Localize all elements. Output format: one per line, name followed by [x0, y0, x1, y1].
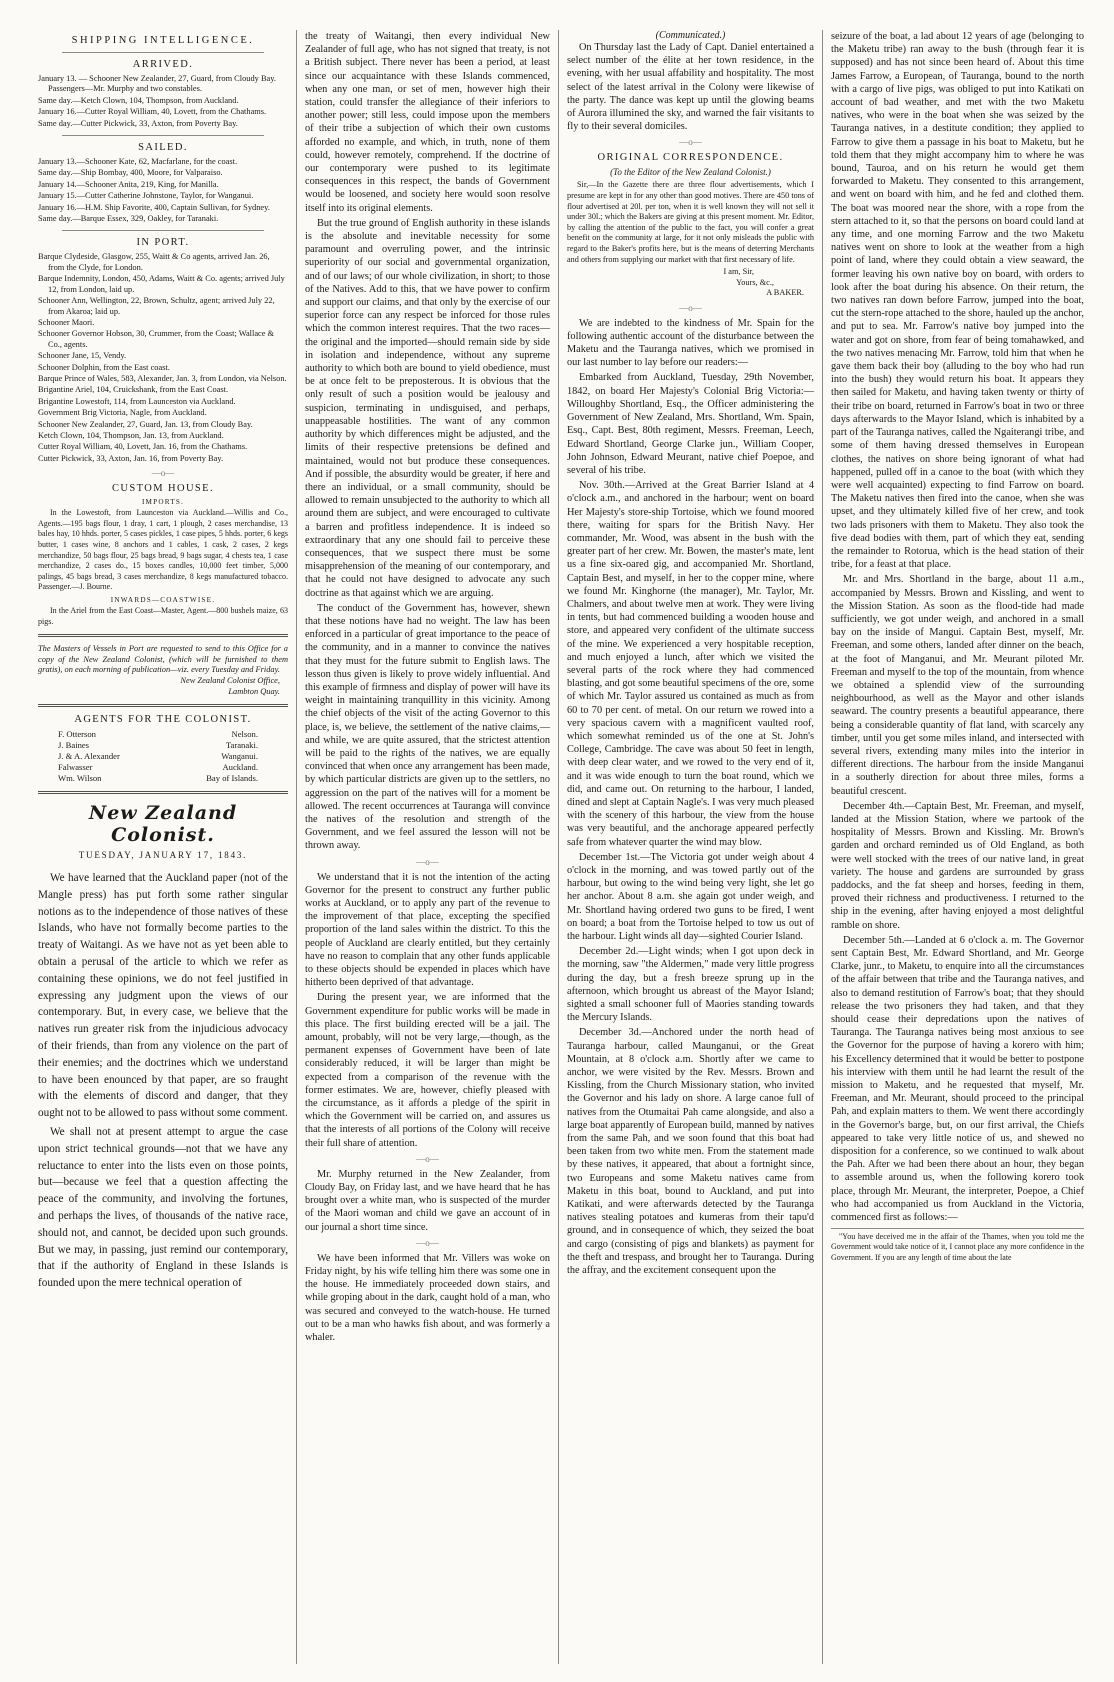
correspondence-heading: ORIGINAL CORRESPONDENCE. [597, 152, 784, 164]
shipping-heading: SHIPPING INTELLIGENCE. [71, 35, 255, 46]
agent-row [58, 751, 288, 762]
agent-place: Taranaki. [225, 740, 258, 751]
letter-signoff: I am, Sir, [723, 267, 754, 277]
arrived-list [38, 74, 288, 129]
communicated-label: (Communicated.) [655, 30, 726, 41]
agent-name: Wm. Wilson [58, 773, 102, 784]
list-item: Barque Prince of Wales, 583, Alexander, Jan. 3, from London, via Nelson. [38, 373, 287, 383]
paragraph: the treaty of Waitangi, then every individual New Zealander of full age, who has not signed that treaty, is not a British subject. There never has been a period, at least since our acquaintance with these Islands commenced, when any one man, or set of men, however high their station, could transfer the allegiance of their inferiors to another power; still less, could impose upon the members of their tribe a subjection of which their own customs afforded no example, and which, in truth, none of them could, however remotely, comprehend. If the doctrine of our contemporary were pushed to its legitimate consequences in this respect, the bands of Government would be loosened, and society here would soon resolve itself into its original elements. [305, 31, 550, 214]
list-item: Barque Clydeside, Glasgow, 255, Waitt & Co agents, arrived Jan. 26, from the Clyde, for London. [38, 252, 270, 272]
inwards-text: In the Ariel from the East Coast—Master, Agent.—800 bushels maize, 63 pigs. [38, 605, 288, 626]
ornament-divider: —o— [679, 302, 702, 313]
ornament-divider: —o— [416, 856, 439, 867]
paragraph: We understand that it is not the intention of the acting Governor for the present to construct any further public works at Auckland, or to apply any part of the revenue to the improvement of that place, excepting the specified proportion of the land sales within the district. To this the people of Auckland are clearly entitled, but they certainly have no reason to complain that any other funds applicable to these objects should be expended in places which have hitherto been deprived of that advantage. [305, 871, 550, 989]
list-item: January 16.—Cutter Royal William, 40, Lovett, from the Chathams. [38, 107, 267, 117]
office-line-2: Lambton Quay. [228, 686, 280, 696]
letter-signoff: Yours, &c., [736, 277, 774, 287]
list-item: Schooner Governor Hobson, 30, Crummer, from the Coast; Wallace & Co., agents. [38, 329, 275, 349]
ornament-divider: —o— [416, 1237, 439, 1248]
agent-row [58, 762, 288, 773]
letter-text: Sir,—In the Gazette there are three flour advertisements, which I presume are kept in for any other than good motives. There are 450 tons of flour advertised at 20l. per ton, when it is well known they will not sell it under 30l.; which the Bakers are giving at this present moment. Mr. Editor, by calling the attention of the public to the fact, you will confer a great benefit on the community at large, for it not only misleads the public with regard to the Baker's profits here, but is the means of deterring Merchants and others from supplying our market with that first necessary of life. [567, 180, 814, 264]
double-rule [38, 791, 288, 794]
double-rule [38, 634, 288, 637]
agent-name: J. & A. Alexander [58, 751, 120, 762]
divider [62, 52, 264, 53]
agent-row [58, 773, 288, 784]
ornament-divider: —o— [416, 1153, 439, 1164]
divider [62, 230, 264, 231]
paragraph: We are indebted to the kindness of Mr. Spain for the following authentic account of the disturbance between the Maketu and the Tauranga natives, which we promised in our last number to lay before our readers:— [567, 317, 814, 369]
paragraph: The conduct of the Government has, however, shewn that these notions have had no weight. The law has been enforced in a particular of great importance to the peace of the community, and in a manner to convince the natives that they must for the future submit to English laws. The lesson thus given is likely to prove widely influential. And this example of firmness and display of power will have its weight in maintaining tranquillity in this vicinity. Among the chief objects of the visit of the acting Governor to this place, is, we believe, the settlement of the native claims,—and while, we are quite assured, that the strictest attention will be paid to the rights of the natives, we are equally convinced that when once any arrangement has been made, by which particular districts are given up to the settlers, no aggression on the part of the natives will for a moment be allowed. The recent occurrences at Tauranga will convince the natives of the resolution and strength of the Government, and we feel assured the lesson will not be thrown away. [305, 602, 550, 852]
agent-name: Falwasser [58, 762, 93, 773]
list-item: Schooner Dolphin, from the East coast. [38, 362, 170, 372]
list-item: January 14.—Schooner Anita, 219, King, for Manilla. [38, 179, 219, 189]
paragraph: December 4th.—Captain Best, Mr. Freeman, and myself, landed at the Mission Station, where we partook of the hospitality of Messrs. Brown and Kissling. Mr. Brown's garden and orchard reminded us of Old England, as both were well stocked with the trees of our native land, in great variety. The house and gardens are surrounded by grass paddocks, and the fat sheep and horses, feeding in them, proved their richness and productiveness. I returned to the ship in the evening, after having enjoyed a most delightful ramble on shore. [831, 800, 1084, 931]
list-item: January 15.—Cutter Catherine Johnstone, Taylor, for Wanganui. [38, 191, 254, 201]
office-line-1: New Zealand Colonist Office, [180, 675, 280, 685]
column-3 [558, 30, 822, 1664]
agent-name: F. Otterson [58, 729, 96, 740]
list-item: Brigantine Lowestoft, 114, from Launceston via Auckland. [38, 396, 236, 406]
in-port-list [38, 252, 288, 464]
list-item: Schooner New Zealander, 27, Guard, Jan. 13, from Cloudy Bay. [38, 419, 253, 429]
paragraph: We have been informed that Mr. Villers was woke on Friday night, by his wife telling him there was some one in the house. He immediately proceeded down stairs, and while groping about in the dark, caught hold of a man, who was secured and conveyed to the watch-house. He turned out to be a man who hawks fish about, and was formerly a whaler. [305, 1252, 550, 1344]
list-item: Same day.—Cutter Pickwick, 33, Axton, from Poverty Bay. [38, 118, 238, 128]
paragraph: Mr. and Mrs. Shortland in the barge, about 11 a.m., accompanied by Messrs. Brown and Kissling, and went to the Mission Station. As soon as the flood-tide had made sufficiently, we got under weigh, and anchored in a small bay on the inside of Mangui. Captain Best, myself, Mr. Freeman, and some others, landed after dinner on the beach, at the foot of Manganui, and Mr. Meurant piloted Mr. Freeman and myself to the top of the mountain, from whence we obtained a splendid view of the surrounding neighbourhood, as well as the Mayor and other islands seaward. The country presents a beautiful appearance, there being a considerable quantity of flat land, with scarcely any timber, until you get some miles inland, and intersected with several rivers, extending many miles into the interior in different directions. The harbour from the inside Manganui in a southerly direction for about three miles, forms a beautiful crescent. [831, 574, 1084, 797]
column-2 [296, 30, 558, 1664]
list-item: January 13.—Schooner Kate, 62, Macfarlane, for the coast. [38, 157, 238, 167]
sailed-heading: SAILED. [138, 142, 188, 154]
list-item: Schooner Maori. [38, 317, 95, 327]
list-item: Same day.—Barque Essex, 329, Oakley, for Taranaki. [38, 214, 219, 224]
inwards-subheading: INWARDS—COASTWISE. [110, 595, 216, 604]
paragraph: December 3d.—Anchored under the north head of Tauranga harbour, called Maunganui, or the Great Mountain, at 8 o'clock a.m. Shortly after we came to anchor, we were visited by the Rev. Messrs. Brown and Kissling, from the Church Missionary station, who invited the Governor and his lady on shore. A large canoe full of natives from the Otumaitai Pah came alongside, and also a large boat apparently of European build, manned by natives from the same Pah, and we soon found that this boat had been taken from two white men. From the statement made by these natives, it appeared, that about a fortnight since, two Europeans and some Maketu natives came from Maketu in this boat, bound to Auckland, and put into Katikati, and were afterwards detected by the Tauranga natives stealing potatoes and kumeras from their tapu'd ground, and in consequence of which, they seized the boat and cargo (consisting of pigs and blankets) as payment for the theft and trespass, and brought her to Tauranga. During the affray, and the excitement consequent upon the [567, 1027, 814, 1277]
custom-house-heading: CUSTOM HOUSE. [111, 483, 215, 495]
agent-place: Auckland. [222, 762, 258, 773]
agent-place: Wanganui. [221, 751, 258, 762]
paragraph: During the present year, we are informed that the Government expenditure for public works will be made in this place. The first building erected will be a jail. The amount, probably, will not be very large,—though, as the permanent expenses of Government have been of late considerably reduced, it will be larger than might be expected from a comparison of the revenue with the former estimates. We are, however, chiefly pleased with the circumstance, as it affords a pledge of the spirit in which the Government will be carried on, and assures us that the interests of all portions of the Colony will receive their full share of attention. [305, 992, 550, 1149]
list-item: Schooner Ann, Wellington, 22, Brown, Schultz, agent; arrived July 22, from Akaroa; laid up. [38, 296, 275, 316]
divider [62, 135, 264, 136]
paragraph: On Thursday last the Lady of Capt. Daniel entertained a select number of the élite at her town residence, in the evening, with her usual affability and hospitality. The most select of the latest arrival in the Colony were likewise of the party. The dance was kept up until the glowing beams of Aurora illumined the sky, and warned the fair visitants to fly to their several domiciles. [567, 42, 814, 133]
in-port-heading: IN PORT. [136, 237, 190, 249]
paragraph: December 1st.—The Victoria got under weigh about 4 o'clock in the morning, and was towed partly out of the harbour, but owing to the wind being very light, she let go her anchor. About 8 a.m. she again got under weigh, and Mr. Shortland having ordered two guns to be fired, I went on board; a boat from the Tortoise helped to tow us out of the harbour. Light winds all day—sighted Courier Island. [567, 851, 814, 943]
paragraph: Mr. Murphy returned in the New Zealander, from Cloudy Bay, on Friday last, and we have heard that he has brought over a white man, who is suspected of the murder of the Maori woman and child we gave an account of in our journal a short time since. [305, 1168, 550, 1233]
agent-place: Bay of Islands. [206, 773, 258, 784]
paragraph: Nov. 30th.—Arrived at the Great Barrier Island at 4 o'clock a.m., and anchored in the harbour; went on board Her Majesty's store-ship Tortoise, which we found moored there, waiting for spars for the British Navy. Her commander, Mr. Wood, was absent in the bush with the greater part of her crew. Mr. Bowen, the master's mate, lent us a fine six-oared gig, and accompanied Mr. Shortland, Captain Best, and myself, in her to the copper mine, where we found Mr. Kinghorne (the manager), Mr. Taylor, Mr. Chalmers, and about twelve men at work. They were living in tents, but had commenced building a wooden house and store, and appeared very confident of the ultimate success of the mine. We experienced a very hospitable reception, and much enjoyed a lunch, after which we visited the several parts of the rock where they had commenced blasting, and got some beautiful specimens of the ore, some of which Mr. Taylor assured us contained as much as from 60 to 70 per cent. of metal. On our return we rowed into a very spacious cavern with a magnificent vaulted roof, which somewhat reminded us of the one at St. John's College, Cambridge. The cave was about 50 feet in length, with deep clear water, and we rowed to the very end of it, and it was wide enough to turn the boat round, which we did, and came out. On returning to the harbour, I landed, dined and slept at Captain Nagle's. I was very much pleased with the scenery of this harbour, the view from the house was very beautiful, and the anchorage appeared perfectly safe from whatever quarter the wind may blow. [567, 480, 814, 848]
editorial-part-1 [38, 870, 288, 1292]
agent-place: Nelson. [231, 729, 258, 740]
paragraph: seizure of the boat, a lad about 12 years of age (belonging to the Maketu tribe) ran away to the bush (through fear it is supposed) and has not since been heard of. About this time James Farrow, a European, of Tauranga, bound to the north with a cargo of live pigs, was obliged to put into Katikati on account of bad weather, and met with the two Maketu natives, who were in the boat when she was seized by the Tauranga natives, in a destitute condition; they applied to Farrow to give them a passage in his boat to Maketu, but he told them that they might accompany him to where he was bound, Tauroa, and on his return he would get them forwarded to Maketu. They consented to this arrangement, and went on board with him, and he fed and clothed them. The boat was moored near the shore, with a rope from the stern attached to it, so that the persons on board could land at any time, and one morning Farrow and the two Maketu natives went on shore to look at the weather from a high point of land, where they could obtain a view seaward, the former leaving his own native boy on board, with orders to look after the boat during his absence. On their return, the two natives ran down before Farrow, jumped into the boat, cut the stern-rope attached to the shore, hauled up the anchor, and put to sea. Mr. Farrow's native boy jumped into the water and got on shore, from fear of being tomahawked, and the two natives menacing Mr. Farrow, told him that when he gave them back their boy (alluding to the boy who had run into the bush) they would return his boat. It appears they then sailed for Maketu, and having taken twenty or thirty of their tribe on board, returned in Farrow's boat in two or three days afterwards to the Mayor Island, which is inhabited by a part of the Tauranga natives, called the Ngaiterangi tribe, and some of them having dressed themselves in European clothes, the natives on shore being ignorant of what had happened, pulled off in a canoe to the boat (with which they were well acquainted) expecting to find Farrow on board. The Maketu natives then fired into the canoe, when she was upset, and they ultimately killed five of her crew, and took two lads prisoners with them to Maketu. They also took the five dead bodies with them, part of which they eat, sending the remainder to Rotorua, which is the head station of their tribe, for a feast at that place. [831, 31, 1084, 571]
sailed-list [38, 157, 288, 224]
ornament-divider: —o— [679, 137, 702, 148]
agents-table [38, 729, 288, 784]
column-1 [30, 30, 296, 1664]
paragraph: We shall not at present attempt to argue the case upon strict technical grounds—not that we have any reluctance to enter into the lists even on those points, but—because we feel that a question affecting the peace of the community, and involving the fortunes, and perhaps the lives, of thousands of the native race, should not, and cannot, be decided upon such grounds. But we may, in passing, just remind our contemporary, that if the authority of England in these Islands is founded upon the mere technical operation of [38, 1126, 288, 1290]
list-item: Brigantine Ariel, 104, Cruickshank, from the East Coast. [38, 385, 229, 395]
list-item: Schooner Jane, 15, Vendy. [38, 351, 127, 361]
list-item: Barque Indemnity, London, 450, Adams, Waitt & Co. agents; arrived July 12, from London, laid up. [38, 274, 285, 294]
imports-subheading: IMPORTS. [141, 498, 185, 507]
list-item: Cutter Royal William, 40, Lovett, Jan. 16, from the Chathams. [38, 442, 248, 452]
issue-date: TUESDAY, JANUARY 17, 1843. [78, 850, 248, 861]
agents-heading: AGENTS FOR THE COLONIST. [74, 714, 252, 726]
quote-footnote: "You have deceived me in the affair of the Thames, when you told me the Government would take notice of it, I cannot place any more confidence in the Government. If you are any length of time about the late [831, 1228, 1084, 1263]
column-4 [822, 30, 1092, 1664]
paragraph: Embarked from Auckland, Tuesday, 29th November, 1842, on board Her Majesty's Colonial Brig Victoria:—Willoughby Shortland, Esq., the Officer administering the Government of New Zealand, Mrs. Shortland, Wm. Spain, Esq., Capt. Best, 80th regiment, Messrs. Freeman, Leech, Edward Shortland, George Clarke jun., William Cooper, John Johnson, Edward Meurant, native chief Poepoe, and several of his tribe. [567, 372, 814, 476]
list-item: Same day.—Ship Bombay, 400, Moore, for Valparaiso. [38, 168, 223, 178]
to-editor-line: (To the Editor of the New Zealand Colonist.) [610, 167, 771, 178]
list-item: Government Brig Victoria, Nagle, from Auckland. [38, 408, 207, 418]
imports-text: In the Lowestoft, from Launceston via Auckland.—Willis and Co., Agents.—195 bags flour, 1 dray, 1 cart, 1 plough, 2 cases merchandise, 13 bales hay, 10 hhds. porter, 5 cases pickles, 1 case pipes, 5 hhds. porter, 6 kegs butter, 1 cases wine, 8 anchors and 1 cables, 1 cask, 2 cases, 2 kegs merchandize, 50 bags flour, 25 bags bread, 9 bags sugar, 4 chests tea, 1 case merchandize, 2 cases do., 15 boxes candles, 10,000 feet timber, 5,000 palings, 45 bags bread, 3 cases merchandize, 8 kegs manufactured tobacco. Passenger.—J. Bourne. [38, 508, 288, 592]
agent-name: J. Baines [58, 740, 90, 751]
list-item: Ketch Clown, 104, Thompson, Jan. 13, from Auckland. [38, 430, 224, 440]
paragraph: December 5th.—Landed at 6 o'clock a. m. The Governor sent Captain Best, Mr. Edward Shortland, and Mr. George Clarke, junr., to Maketu, to enquire into all the circumstances of the affair between that tribe and the Tauranga natives, and also to demand restitution of Farrow's boat; that they should release the two prisoners they had taken, and that they should cease their depredations upon the natives of Tauranga. The Tauranga natives being most anxious to see the Governor for the purpose of having a korero with him; his Excellency determined that it would be better to postpone his interview with them until he had learnt the result of the mission to Maketu, and he requested that myself, Mr. Freeman, and Mr. Meurant, should proceed to the principal Pah, and explain matters to them. We went there accordingly in the Governor's barge, but, on our first arrival, the Chiefs appeared to take very little notice of us, and shewed no disposition for a conference, so we continued to walk about the Pah. After we had been there about an hour, they began to assemble around us, when the following korero took place, through Mr. Meurant, the interpreter, Poepoe, a Chief who had accompanied us from Auckland in the Victoria, commenced first as follows:— [831, 934, 1084, 1224]
ornament-divider: —o— [151, 468, 175, 479]
letter-signature: A BAKER. [766, 288, 804, 298]
paragraph: We have learned that the Auckland paper (not of the Mangle press) has put forth some rather singular notions as to the independence of those natives of these Islands, who have not formally become parties to the treaty of Waitangi. As we have not as yet been able to obtain a perusal of the article to which we refer as containing these opinions, we do not feel justified in expressing any judgment upon the views of our contemporary. But, in every case, we believe that the natives run greater risk from the injudicious advocacy of their friends, than from any violence on the part of their enemies; and the doctrines which we understand to have been enounced by that paper, are so fraught with the elements of discord and danger, that they ought not to be allowed to pass without some comment. [38, 872, 288, 1120]
list-item: January 13. — Schooner New Zealander, 27, Guard, from Cloudy Bay. Passengers—Mr. Murphy and two constables. [38, 74, 276, 94]
double-rule [38, 704, 288, 707]
list-item: Cutter Pickwick, 33, Axton, Jan. 16, from Poverty Bay. [38, 453, 224, 463]
masthead-title: New Zealand Colonist. [88, 802, 238, 847]
paragraph: December 2d.—Light winds; when I got upon deck in the morning, saw "the Aldermen," made very little progress during the day, but a fresh breeze sprung up in the afternoon, which brought us abreast of the Mayor Island; sighted a small schooner full of Maories standing towards the Mercury Islands. [567, 946, 814, 1024]
arrived-heading: ARRIVED. [132, 59, 194, 70]
agent-row [58, 740, 288, 751]
list-item: January 16.—H.M. Ship Favorite, 400, Captain Sullivan, for Sydney. [38, 202, 270, 212]
masters-notice: The Masters of Vessels in Port are requested to send to this Office for a copy of the New Zealand Colonist, (which will be furnished to them gratis), on each morning of publication—viz. every Tuesday and Friday. [38, 644, 288, 675]
list-item: Same day.—Ketch Clown, 104, Thompson, from Auckland. [38, 95, 239, 105]
paragraph: But the true ground of English authority in these islands is the absolute and inevitable necessity for some paramount and overruling power, and the intrinsic superiority of our social and governmental organization, and of our laws; of our whole civilization, in short; to those of the Natives. Add to this, that we have power to confirm and support our claims, and that only by the exercise of our superior force can any respect be inforced for those rules which the common interest requires. That the two races—the original and the imported—should remain side by side in isolation and independence, without any supreme authority to which both are bound to yield obedience, must be at once felt to be preposterous. It is obvious that the only result of such a position would be jealousy and suspicion, terminating in undisguised, and perhaps, unappeasable hostilities. The want of any common authority by which differences might be adjusted, and the limits of their respective pretensions be defined and maintained, would not but produce these consequences. And if possible, the absurdity would be greater, if here and there an individual, or a small community, should be allowed to remain unsubjected to the authority to which all around them are subject, and were encouraged to cultivate a barren and profitless independence. It is indeed so extraordinary that any one should fail to perceive these consequences, that we suspect there must be some misapprehension of the meaning of our contemporary, and that he could not have designed to advocate any such doctrine as that against which we are arguing. [305, 217, 550, 599]
agent-row [58, 729, 288, 740]
